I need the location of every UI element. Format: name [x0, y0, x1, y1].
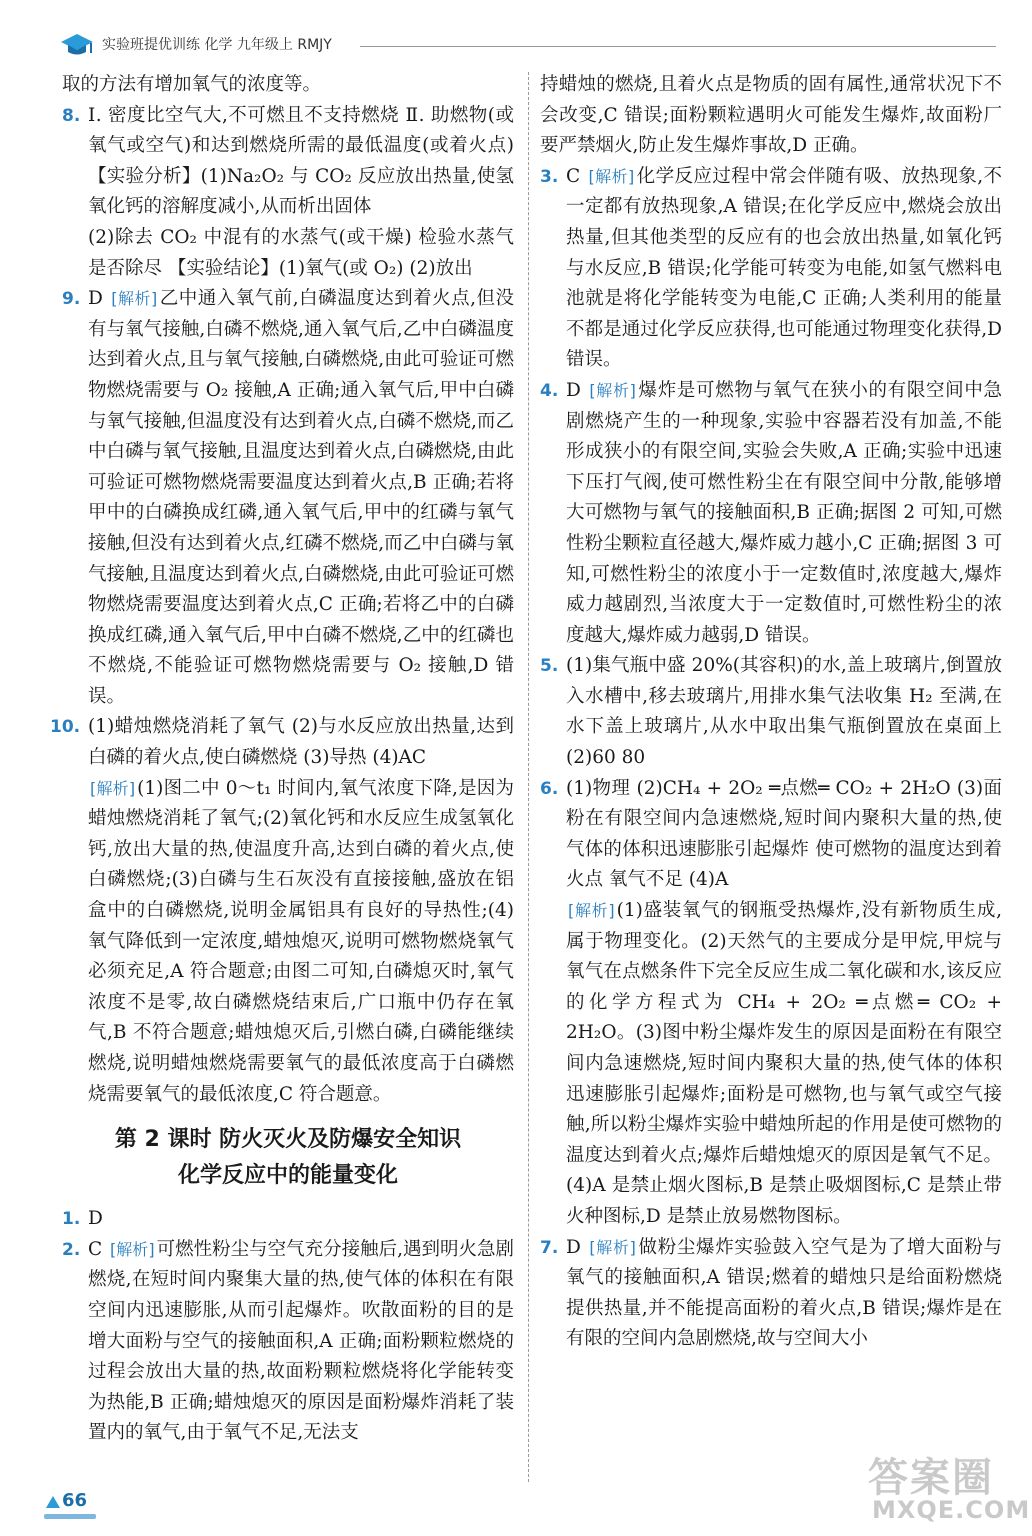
- section-title-line2: 化学反应中的能量变化: [177, 1163, 398, 1189]
- answer-text: (1)物理 (2)CH₄ + 2O₂ ═点燃═ CO₂ + 2H₂O (3)面粉在有限空间内急速燃烧,短时间内聚积大量的热,使气体的体积迅速膨胀引起爆炸 使可燃物的温度达到着火点 氧气不足 (4)A: [566, 777, 1002, 891]
- question-6: [540, 774, 1002, 1233]
- page-number-bar: [44, 1514, 96, 1519]
- analysis-tag: [ 解析 ]: [88, 779, 137, 798]
- question-number: 6.: [540, 778, 559, 799]
- analysis-tag: [ 解析 ]: [587, 1238, 638, 1257]
- question-3: [540, 162, 1002, 376]
- header-rule: [360, 46, 996, 47]
- analysis-text: (1)盛装氧气的钢瓶受热爆炸,没有新物质生成,属于物理变化。(2)天然气的主要成分是甲烷,甲烷与氧气在点燃条件下完全反应生成二氧化碳和水,该反应的化学方程式为 CH₄ + 2O₂ ═点燃═ CO₂ + 2H₂O。(3)图中粉尘爆炸发生的原因是面粉在有限空间内急速燃烧,短时间内聚积大量的热,使气体的体积迅速膨胀引起爆炸;面粉是可燃物,也与氧气或空气接触,所以粉尘爆炸实验中蜡烛所起的作用是使可燃物的温度达到着火点;爆炸后蜡烛熄灭的原因是氧气不足。(4)A 是禁止烟火图标,B 是禁止吸烟图标,C 是禁止带火种图标,D 是禁止放易燃物图标。: [566, 900, 1002, 1227]
- answer-choice: D: [88, 1208, 103, 1230]
- answer-choice: D: [566, 1236, 581, 1258]
- question-number: 5.: [540, 656, 559, 677]
- watermark-url: MXQE.COM: [872, 1496, 1031, 1524]
- answer-text: (1)蜡烛燃烧消耗了氧气 (2)与水反应放出热量,达到白磷的着火点,使白磷燃烧 (3)导热 (4)AC: [88, 716, 514, 769]
- question-5: [540, 651, 1002, 773]
- answer-text: (1)集气瓶中盛 20%(其容积)的水,盖上玻璃片,倒置放入水槽中,移去玻璃片,用排水集气法收集 H₂ 至满,在水下盖上玻璃片,从水中取出集气瓶倒置放在桌面上 (2)60 80: [566, 655, 1002, 769]
- question-number: 3.: [540, 166, 559, 187]
- analysis-text: 可燃性粉尘与空气充分接触后,遇到明火急剧燃烧,在短时间内聚集大量的热,使气体的体积在有限空间内迅速膨胀,从而引起爆炸。吹散面粉的目的是增大面粉与空气的接触面积,A 正确;面粉颗粒燃烧的过程会放出大量的热,故面粉颗粒燃烧将化学能转变为热能,B 正确;蜡烛熄灭的原因是面粉爆炸消耗了装置内的氧气,由于氧气不足,无法支: [88, 1238, 514, 1444]
- watermark-logo-text: 答案圈: [868, 1455, 994, 1501]
- question-number: 2.: [62, 1239, 81, 1260]
- analysis-tag: [ 解析 ]: [586, 167, 636, 186]
- question-2: [62, 1235, 514, 1449]
- question-4: [540, 376, 1002, 651]
- header-title: 实验班提优训练 化学 九年级上 RMJY: [102, 37, 332, 53]
- section-title: [62, 1122, 514, 1194]
- question-number: 10.: [50, 717, 81, 738]
- answer-text: (2)除去 CO₂ 中混有的水蒸气(或干燥) 检验水蒸气是否除尽 【实验结论】(1)氧气(或 O₂) (2)放出: [88, 226, 514, 279]
- analysis-text: (1)图二中 0～t₁ 时间内,氧气浓度下降,是因为蜡烛燃烧消耗了氧气;(2)氧化钙和水反应生成氢氧化钙,放出大量的热,使温度升高,达到白磷的着火点,使白磷燃烧;(3)白磷与生石灰没有直接接触,盛放在铝盒中的白磷燃烧,说明金属铝具有良好的导热性;(4)氧气降低到一定浓度,蜡烛熄灭,说明可燃物燃烧氧气必须充足,A 符合题意;由图二可知,白磷熄灭时,氧气浓度不是零,故白磷燃烧结束后,广口瓶中仍存在氧气,B 不符合题意;蜡烛熄灭后,引燃白磷,白磷能继续燃烧,说明蜡烛燃烧需要氧气的最低浓度高于白磷燃烧需要氧气的最低浓度,C 符合题意。: [88, 777, 514, 1105]
- page-number: [44, 1488, 94, 1518]
- watermark: [858, 1446, 1031, 1530]
- answer-choice: C: [566, 165, 581, 187]
- answer-choice: D: [88, 288, 103, 310]
- analysis-tag: [ 解析 ]: [108, 1240, 157, 1259]
- answer-choice: D: [566, 379, 581, 401]
- answer-choice: C: [88, 1238, 103, 1260]
- question-1: [62, 1204, 514, 1235]
- left-column: [50, 70, 514, 1449]
- analysis-text: 化学反应过程中常会伴随有吸、放热现象,不一定都有放热现象,A 错误;在化学反应中,燃烧会放出热量,但其他类型的反应有的也会放出热量,如氧化钙与水反应,B 错误;化学能可转变为电能,如氢气燃料电池就是将化学能转变为电能,C 正确;人类利用的能量不都是通过化学反应获得,也可能通过物理变化获得,D 错误。: [566, 165, 1002, 371]
- analysis-text: 做粉尘爆炸实验鼓入空气是为了增大面粉与氧气的接触面积,A 错误;燃着的蜡烛只是给面粉燃烧提供热量,并不能提高面粉的着火点,B 错误;爆炸是在有限的空间内急剧燃烧,故与空间大小: [566, 1236, 1002, 1350]
- question-7: [540, 1233, 1002, 1355]
- analysis-text: 乙中通入氧气前,白磷温度达到着火点,但没有与氧气接触,白磷不燃烧,通入氧气后,乙中白磷温度达到着火点,且与氧气接触,白磷燃烧,由此可验证可燃物燃烧需要与 O₂ 接触,A 正确;通入氧气后,甲中白磷与氧气接触,但温度没有达到着火点,白磷不燃烧,而乙中白磷与氧气接触,且温度达到着火点,白磷燃烧,由此可验证可燃物燃烧需要温度达到着火点,B 正确;若将甲中的白磷换成红磷,通入氧气后,甲中的红磷与氧气接触,但没有达到着火点,红磷不燃烧,而乙中白磷与氧气接触,且温度达到着火点,白磷燃烧,由此可验证可燃物燃烧需要温度达到着火点,C 正确;若将乙中的白磷换成红磷,通入氧气后,甲中白磷不燃烧,乙中的红磷也不燃烧,不能验证可燃物燃烧需要与 O₂ 接触,D 错误。: [88, 288, 514, 707]
- answer-text: Ⅰ. 密度比空气大,不可燃且不支持燃烧 Ⅱ. 助燃物(或氧气或空气)和达到燃烧所需的最低温度(或着火点) 【实验分析】(1)Na₂O₂ 与 CO₂ 反应放出热量,使氢氧化钙的溶解度减小,从而析出固体: [88, 104, 514, 218]
- section-title-line1: 第 2 课时 防火灭火及防爆安全知识: [114, 1127, 462, 1153]
- graduation-cap-icon: [60, 32, 94, 58]
- question-number: 4.: [540, 380, 559, 401]
- question-number: 7.: [540, 1237, 559, 1258]
- question-number: 9.: [62, 289, 81, 310]
- page-marker-icon: [46, 1496, 60, 1508]
- question-number: 8.: [62, 105, 81, 126]
- question-number: 1.: [62, 1209, 81, 1230]
- column-divider: [528, 72, 529, 1482]
- page-number-text: 66: [62, 1490, 88, 1511]
- right-column: [540, 70, 1002, 1355]
- question-10: [50, 712, 514, 1110]
- analysis-tag: [ 解析 ]: [587, 381, 638, 400]
- analysis-text: 爆炸是可燃物与氧气在狭小的有限空间中急剧燃烧产生的一种现象,实验中容器若没有加盖,不能形成狭小的有限空间,实验会失败,A 正确;实验中迅速下压打气阀,使可燃性粉尘在有限空间中分散,能够增大可燃物与氧气的接触面积,B 正确;据图 2 可知,可燃性粉尘颗粒直径越大,爆炸威力越小,C 正确;据图 3 可知,可燃性粉尘的浓度小于一定数值时,浓度越大,爆炸威力越剧烈,当浓度大于一定数值时,可燃性粉尘的浓度越大,爆炸威力越弱,D 错误。: [566, 379, 1002, 646]
- continued-text: 取的方法有增加氧气的浓度等。: [62, 74, 322, 95]
- question-9: [62, 284, 514, 712]
- analysis-tag: [ 解析 ]: [109, 289, 159, 308]
- continued-text: 持蜡烛的燃烧,且着火点是物质的固有属性,通常状况下不会改变,C 错误;面粉颗粒遇明火可能发生爆炸,故面粉厂要严禁烟火,防止发生爆炸事故,D 正确。: [540, 74, 1002, 157]
- page-header: [60, 30, 996, 60]
- analysis-tag: [ 解析 ]: [566, 901, 617, 920]
- question-8: [62, 101, 514, 285]
